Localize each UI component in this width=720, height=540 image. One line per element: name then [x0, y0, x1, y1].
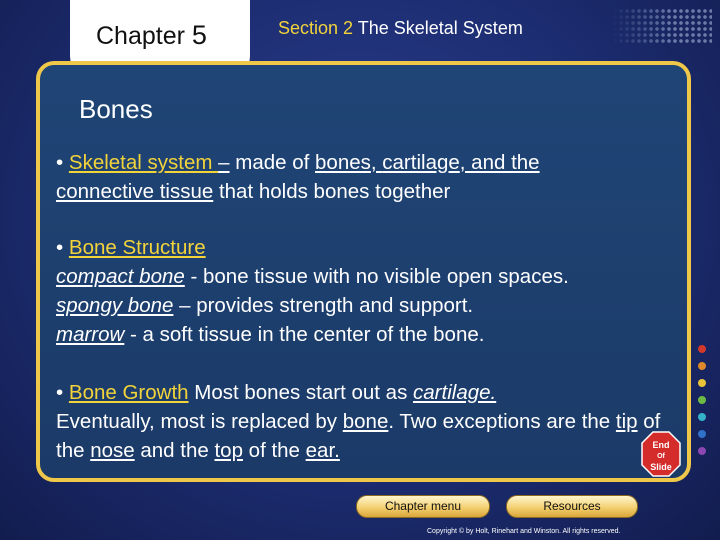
chapter-label [96, 20, 207, 51]
term-skeletal-system: Skeletal system [68, 151, 219, 174]
bullet-marker: • [56, 381, 64, 404]
header-dot-pattern [612, 8, 712, 44]
side-dot-7 [698, 447, 706, 455]
term-marrow: marrow [56, 323, 125, 346]
term-spongy-bone: spongy bone [56, 294, 174, 317]
side-dot-1 [698, 345, 706, 353]
dash: – [218, 151, 230, 174]
def-marrow: - a soft tissue in the center of the bone. [124, 323, 485, 346]
section-title: The Skeletal System [357, 18, 523, 38]
text-fragment: . Two exceptions are the [388, 410, 616, 433]
term-ear: ear. [305, 439, 340, 462]
copyright-notice: Copyright © by Holt, Rinehart and Winston. All rights reserved. [427, 528, 621, 535]
term-compact-bone: compact bone [56, 265, 185, 288]
text-fragment: Eventually, most is replaced by [56, 410, 343, 433]
text-fragment: Most bones start out as [188, 381, 414, 404]
term-nose: nose [90, 439, 135, 462]
side-dot-3 [698, 379, 706, 387]
side-dot-5 [698, 413, 706, 421]
side-dot-4 [698, 396, 706, 404]
end-of-slide-label [641, 440, 681, 473]
bullet-marker: • [56, 151, 64, 174]
term-bone: bone [342, 410, 389, 433]
end-line-2: Of [657, 453, 665, 460]
bullet-bone-growth [56, 378, 676, 465]
end-of-slide-button[interactable] [641, 431, 681, 477]
term-tip: tip [615, 410, 638, 433]
text-fragment: that holds bones together [213, 180, 451, 203]
def-compact-bone: - bone tissue with no visible open spaces. [184, 265, 569, 288]
side-dot-6 [698, 430, 706, 438]
term-bones: bones [315, 151, 371, 174]
text-fragment: made of [229, 151, 316, 174]
bullet-bone-structure [56, 233, 676, 349]
section-label: Section 2 [278, 18, 354, 38]
term-connective-tissue: connective tissue [56, 180, 214, 203]
end-line-3: Slide [650, 462, 672, 472]
term-top: top [214, 439, 243, 462]
text-fragment: of the [56, 410, 661, 462]
side-dot-2 [698, 362, 706, 370]
heading-bone-structure: Bone Structure [68, 236, 206, 259]
def-spongy-bone: – provides strength and support. [173, 294, 474, 317]
chapter-menu-button[interactable]: Chapter menu [356, 495, 490, 518]
term-cartilage-growth: cartilage. [413, 381, 497, 404]
text-fragment: and the [134, 439, 215, 462]
slide-title: Bones [79, 94, 153, 124]
side-dot-column [698, 345, 710, 464]
chapter-number: 5 [191, 20, 207, 50]
chapter-word: Chapter [96, 22, 185, 50]
bullet-marker: • [56, 236, 64, 259]
resources-button[interactable]: Resources [506, 495, 638, 518]
text-fragment: , and the [459, 151, 540, 174]
end-line-1: End [652, 440, 670, 450]
bullet-skeletal-system [56, 148, 676, 206]
heading-bone-growth: Bone Growth [68, 381, 189, 404]
text-fragment: of the [242, 439, 306, 462]
term-cartilage: cartilage [382, 151, 460, 174]
section-header [278, 18, 523, 39]
separator: , [370, 151, 383, 174]
